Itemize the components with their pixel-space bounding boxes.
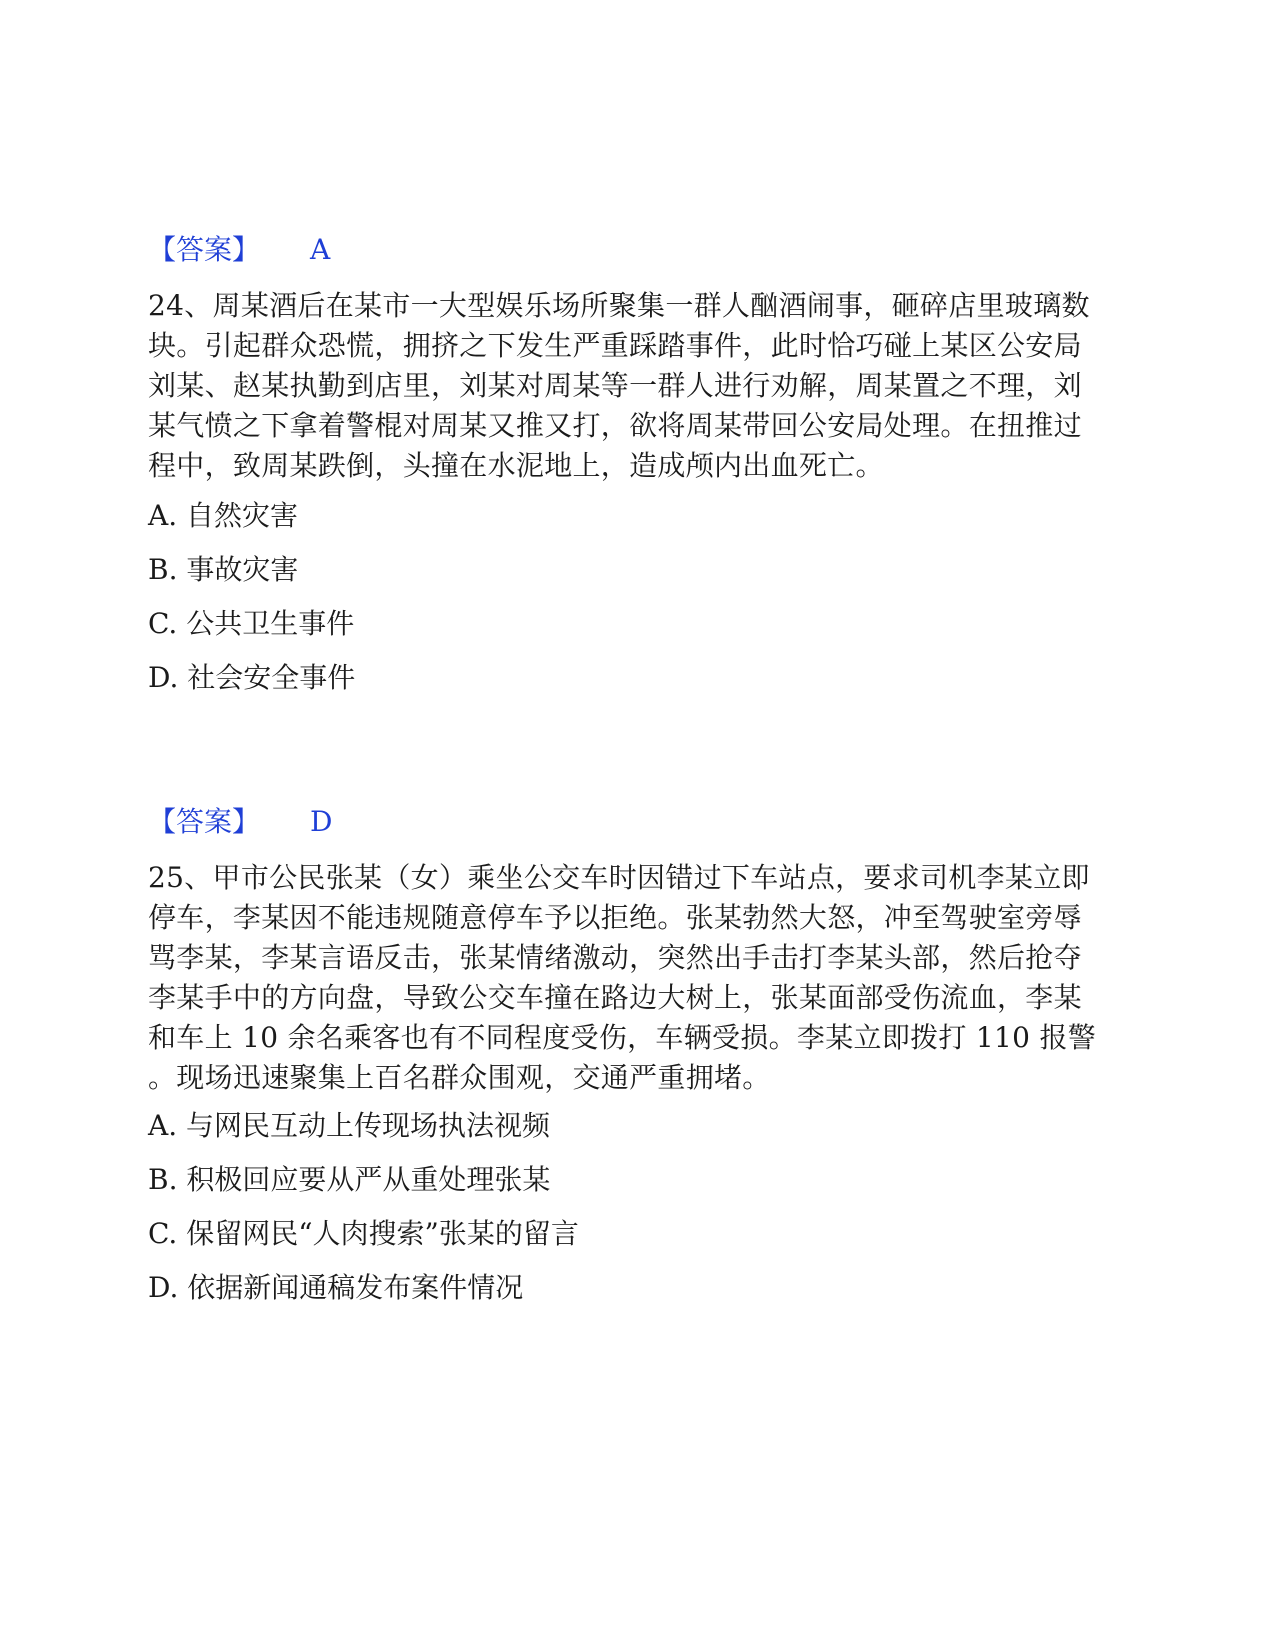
question-line: 刘某、赵某执勤到店里，刘某对周某等一群人进行劝解，周某置之不理，刘 [148, 369, 1082, 402]
answer-label: 【答案】 [148, 233, 261, 266]
question-line: 停车，李某因不能违规随意停车予以拒绝。张某勃然大怒，冲至驾驶室旁辱 [148, 901, 1082, 934]
question-line: 和车上 10 余名乘客也有不同程度受伤，车辆受损。李某立即拨打 110 报警 [148, 1021, 1097, 1054]
option-c: C. 保留网民“人肉搜索”张某的留言 [148, 1217, 579, 1250]
question-line: 24、周某酒后在某市一大型娱乐场所聚集一群人酗酒闹事，砸碎店里玻璃数 [148, 289, 1090, 322]
option-b: B. 积极回应要从严从重处理张某 [148, 1163, 551, 1196]
option-a: A. 与网民互动上传现场执法视频 [148, 1109, 551, 1142]
question-24 [148, 286, 1113, 486]
option-d: D. 依据新闻通稿发布案件情况 [148, 1271, 524, 1304]
question-line: 块。引起群众恐慌，拥挤之下发生严重踩踏事件，此时恰巧碰上某区公安局 [148, 329, 1082, 362]
option-d: D. 社会安全事件 [148, 661, 356, 694]
answer-value: A [310, 233, 331, 266]
question-line: 程中，致周某跌倒，头撞在水泥地上，造成颅内出血死亡。 [148, 449, 884, 482]
question-line: 25、甲市公民张某（女）乘坐公交车时因错过下车站点，要求司机李某立即 [148, 861, 1090, 894]
question-line: 。现场迅速聚集上百名群众围观，交通严重拥堵。 [148, 1061, 771, 1094]
option-c: C. 公共卫生事件 [148, 607, 355, 640]
question-25 [148, 858, 1113, 1098]
question-line: 骂李某，李某言语反击，张某情绪激动，突然出手击打李某头部，然后抢夺 [148, 941, 1082, 974]
answer-value: D [310, 805, 333, 838]
answer-line [148, 804, 332, 840]
answer-line [148, 232, 330, 268]
option-a: A. 自然灾害 [148, 499, 299, 532]
question-line: 某气愤之下拿着警棍对周某又推又打，欲将周某带回公安局处理。在扭推过 [148, 409, 1082, 442]
answer-label: 【答案】 [148, 805, 261, 838]
question-line: 李某手中的方向盘，导致公交车撞在路边大树上，张某面部受伤流血，李某 [148, 981, 1082, 1014]
option-b: B. 事故灾害 [148, 553, 299, 586]
